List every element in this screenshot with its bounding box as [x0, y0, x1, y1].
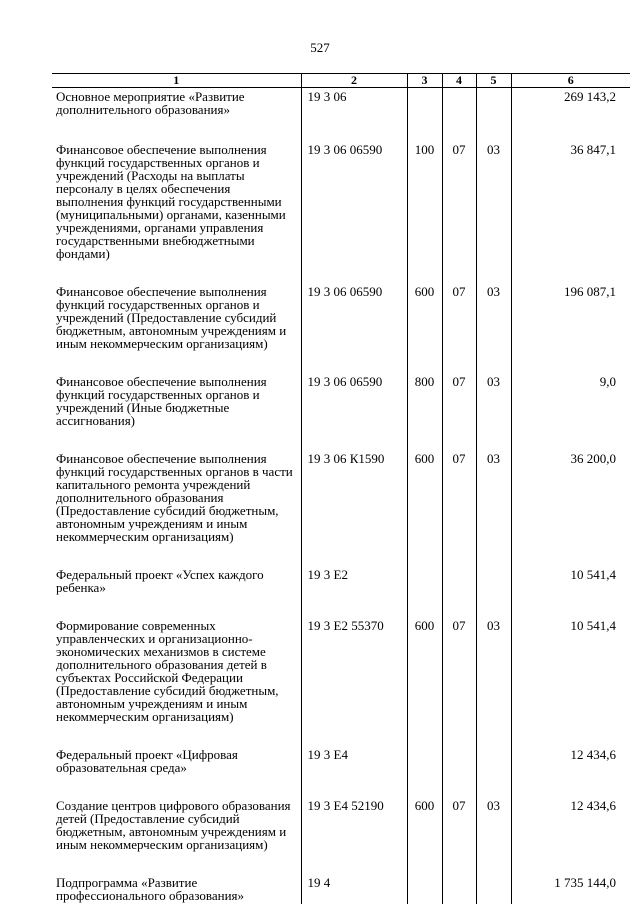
row-code: 19 3 E4	[301, 746, 407, 797]
row-code: 19 3 06 06590	[301, 373, 407, 450]
row-col4: 07	[442, 617, 476, 746]
row-code: 19 3 E2	[301, 566, 407, 617]
row-amount: 36 200,0	[511, 450, 630, 566]
column-header-2: 2	[301, 74, 407, 88]
row-col5: 03	[476, 141, 511, 283]
table-row	[52, 373, 630, 450]
row-col3: 600	[407, 617, 442, 746]
row-col4: 07	[442, 450, 476, 566]
table-header-row	[52, 74, 630, 88]
row-col5: 03	[476, 283, 511, 373]
column-header-5: 5	[476, 74, 511, 88]
row-col4: 07	[442, 141, 476, 283]
row-name: Финансовое обеспечение выполнения функций государственных органов и учреждений (Иные бюджетные ассигнования)	[56, 374, 267, 428]
row-amount: 1 735 144,0	[511, 874, 630, 904]
row-col3: 800	[407, 373, 442, 450]
row-col4	[442, 746, 476, 797]
row-code: 19 3 E2 55370	[301, 617, 407, 746]
row-name: Федеральный проект «Успех каждого ребенка»	[56, 567, 264, 595]
row-amount: 9,0	[511, 373, 630, 450]
row-col5: 03	[476, 450, 511, 566]
table-row	[52, 746, 630, 797]
row-amount: 10 541,4	[511, 617, 630, 746]
row-col4: 07	[442, 373, 476, 450]
row-col4: 07	[442, 283, 476, 373]
row-amount: 12 434,6	[511, 797, 630, 874]
row-col4	[442, 566, 476, 617]
row-col3	[407, 874, 442, 904]
column-header-4: 4	[442, 74, 476, 88]
row-col5	[476, 746, 511, 797]
row-amount: 36 847,1	[511, 141, 630, 283]
row-col3: 600	[407, 450, 442, 566]
row-amount: 269 143,2	[511, 88, 630, 142]
row-name: Финансовое обеспечение выполнения функций государственных органов в части капитального ремонта учреждений дополнительного образования (Предоставление субсидий бюджетным, автономным учреждениям и иным некоммерческим организациям)	[56, 451, 293, 544]
row-code: 19 4	[301, 874, 407, 904]
row-code: 19 3 E4 52190	[301, 797, 407, 874]
row-col3	[407, 566, 442, 617]
row-name: Подпрограмма «Развитие профессионального образования»	[56, 875, 245, 903]
table-row	[52, 283, 630, 373]
row-col5	[476, 874, 511, 904]
row-name: Финансовое обеспечение выполнения функций государственных органов и учреждений (Расходы на выплаты персоналу в целях обеспечения выполнения функций государственными (муниципальными) органами, казенными учреждениями, органами управления государственными внебюджетными фондами)	[56, 142, 286, 261]
column-header-3: 3	[407, 74, 442, 88]
row-name: Основное мероприятие «Развитие дополнительного образования»	[56, 89, 245, 117]
row-col3	[407, 88, 442, 142]
row-code: 19 3 06	[301, 88, 407, 142]
table-row	[52, 450, 630, 566]
row-col3	[407, 746, 442, 797]
row-col5: 03	[476, 373, 511, 450]
row-col3: 100	[407, 141, 442, 283]
row-col4: 07	[442, 797, 476, 874]
column-header-6: 6	[511, 74, 630, 88]
row-col3: 600	[407, 283, 442, 373]
table-row	[52, 617, 630, 746]
row-name: Создание центров цифрового образования детей (Предоставление субсидий бюджетным, автономным учреждениям и иным некоммерческим организациям)	[56, 798, 291, 852]
row-name: Федеральный проект «Цифровая образовательная среда»	[56, 747, 238, 775]
row-code: 19 3 06 06590	[301, 141, 407, 283]
table-row	[52, 566, 630, 617]
row-col4	[442, 874, 476, 904]
row-col5	[476, 88, 511, 142]
table-row	[52, 141, 630, 283]
row-name: Формирование современных управленческих и организационно-экономических механизмов в системе дополнительного образования детей в субъектах Российской Федерации (Предоставление субсидий бюджетным, автономным учреждениям и иным некоммерческим организациям)	[56, 618, 279, 724]
row-amount: 10 541,4	[511, 566, 630, 617]
table-row	[52, 88, 630, 142]
row-col5: 03	[476, 797, 511, 874]
row-col4	[442, 88, 476, 142]
row-amount: 196 087,1	[511, 283, 630, 373]
row-amount: 12 434,6	[511, 746, 630, 797]
budget-table	[52, 73, 630, 904]
column-header-1: 1	[52, 74, 301, 88]
table-row	[52, 797, 630, 874]
row-code: 19 3 06 К1590	[301, 450, 407, 566]
row-col3: 600	[407, 797, 442, 874]
row-col5	[476, 566, 511, 617]
table-row	[52, 874, 630, 904]
row-col5: 03	[476, 617, 511, 746]
page-number: 527	[310, 40, 330, 55]
row-name: Финансовое обеспечение выполнения функций государственных органов и учреждений (Предоставление субсидий бюджетным, автономным учреждениям и иным некоммерческим организациям)	[56, 284, 287, 351]
row-code: 19 3 06 06590	[301, 283, 407, 373]
